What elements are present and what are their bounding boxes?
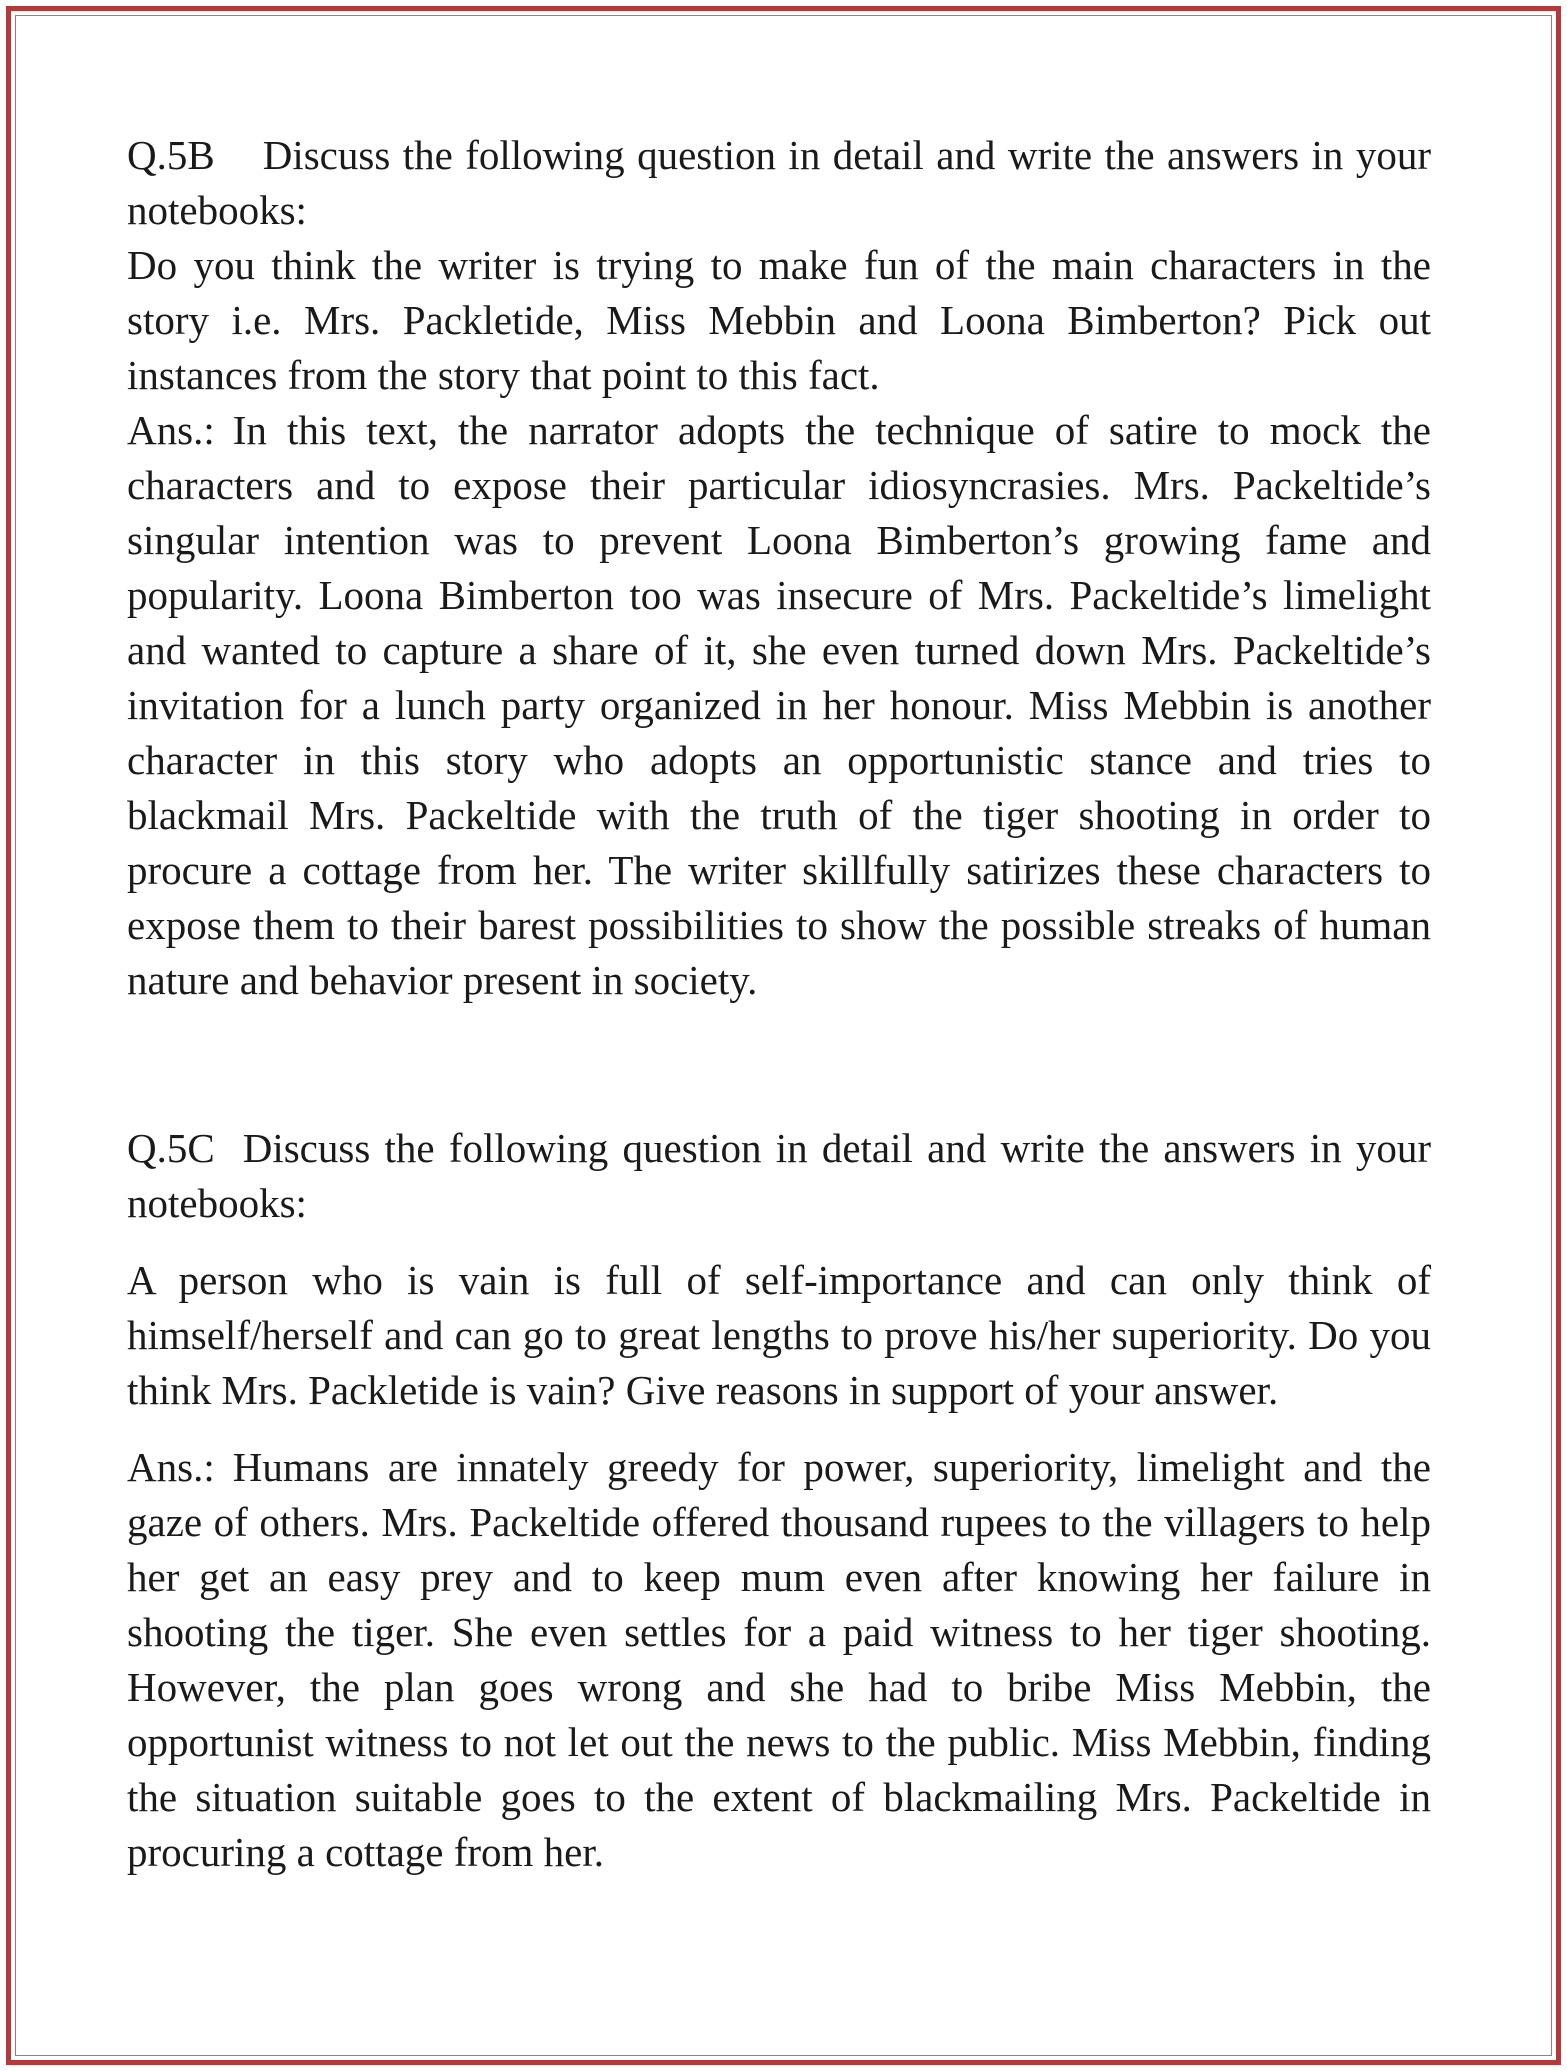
question-5c-text: A person who is vain is full of self-importance and can only think of himself/herself and can go to great lengths to prove his/her superiority. Do you think Mrs. Packletide is vain? Give reasons in support of your answer. — [127, 1257, 1431, 1413]
answer-5c — [127, 1440, 1431, 1880]
question-5b-instruction: Discuss the following question in detail and write the answers in your notebooks: — [127, 132, 1431, 233]
question-5b-heading — [127, 128, 1431, 238]
section-spacer — [127, 1008, 1431, 1121]
question-5c-number: Q.5C — [127, 1125, 215, 1171]
question-5c-section — [127, 1121, 1431, 1880]
question-5b-number: Q.5B — [127, 132, 215, 178]
document-content — [127, 128, 1431, 1880]
answer-5b-label: Ans.: — [127, 407, 215, 453]
answer-5b — [127, 403, 1431, 1008]
question-5c-instruction: Discuss the following question in detail and write the answers in your notebooks: — [127, 1125, 1431, 1226]
answer-5c-text: Humans are innately greedy for power, superiority, limelight and the gaze of others. Mrs. Packeltide offered thousand rupees to the villagers to help her get an easy prey and to keep mum even after knowing her failure in shooting the tiger. She even settles for a paid witness to her tiger shooting. However, the plan goes wrong and she had to bribe Miss Mebbin, the opportunist witness to not let out the news to the public. Miss Mebbin, finding the situation suitable goes to the extent of blackmailing Mrs. Packeltide in procuring a cottage from her. — [127, 1444, 1431, 1875]
question-5b-text: Do you think the writer is trying to make fun of the main characters in the story i.e. Mrs. Packletide, Miss Mebbin and Loona Bimberton? Pick out instances from the story that point to this fact. — [127, 242, 1431, 398]
answer-5c-label: Ans.: — [127, 1444, 215, 1490]
paragraph-spacer — [127, 1418, 1431, 1440]
answer-5b-text: In this text, the narrator adopts the technique of satire to mock the characters and to expose their particular idiosyncrasies. Mrs. Packeltide’s singular intention was to prevent Loona Bimberton’s growing fame and popularity. Loona Bimberton too was insecure of Mrs. Packeltide’s limelight and wanted to capture a share of it, she even turned down Mrs. Packeltide’s invitation for a lunch party organized in her honour. Miss Mebbin is another character in this story who adopts an opportunistic stance and tries to blackmail Mrs. Packeltide with the truth of the tiger shooting in order to procure a cottage from her. The writer skillfully satirizes these characters to expose them to their barest possibilities to show the possible streaks of human nature and behavior present in society. — [127, 407, 1431, 1003]
paragraph-spacer — [127, 1231, 1431, 1253]
question-5b-section — [127, 128, 1431, 1008]
question-5c-heading — [127, 1121, 1431, 1231]
